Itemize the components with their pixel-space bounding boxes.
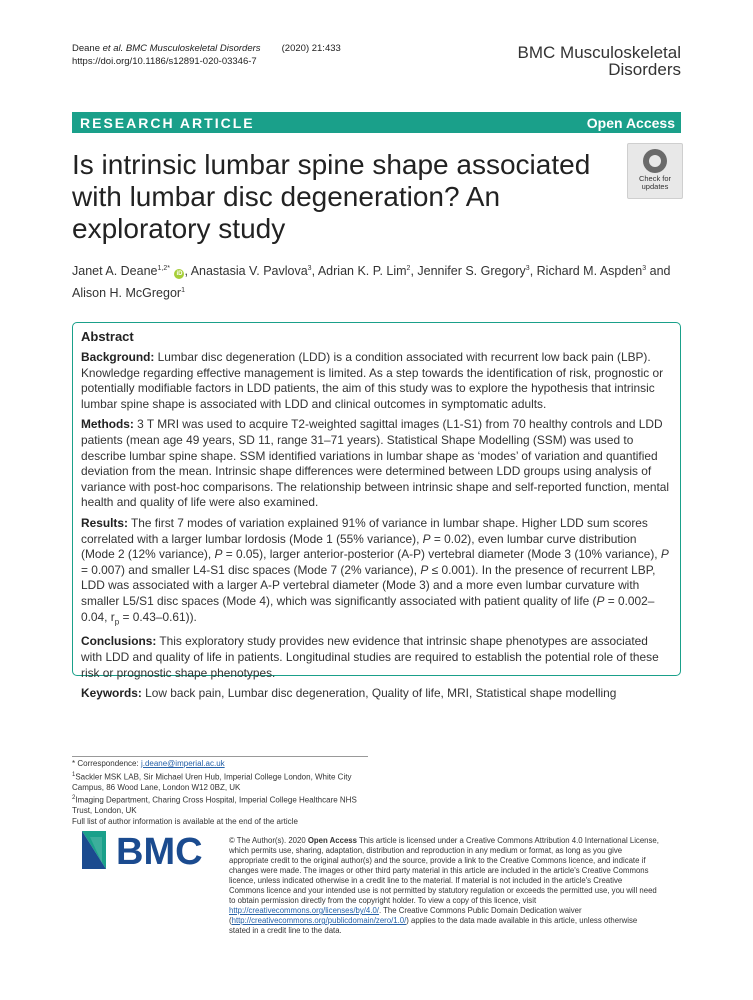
open-access-label: Open Access xyxy=(586,115,675,131)
abstract-keywords: Keywords: Low back pain, Lumbar disc degeneration, Quality of life, MRI, Statistical shape modelling xyxy=(81,686,617,701)
author-name[interactable]: Alison H. McGregor xyxy=(72,286,182,301)
affiliation-marker: 1 xyxy=(181,287,185,295)
affiliation-marker: 3 xyxy=(642,265,647,272)
affiliation-marker: 2 xyxy=(406,265,411,272)
abstract-methods: Methods: 3 T MRI was used to acquire T2-weighted sagittal images (L1-S1) from 70 healthy controls and LDD patients (mean age 49 years, SD 11, range 31–71 years). Statistical Shape Modelling (SSM) was used to describe lumbar spine shape. SSM identified variations in lumbar shape as ‘modes’ of variation and quantified deviation from the mean. Intrinsic shape differences were determined between LDD groups using analysis of variance with post-hoc comparisons. The relationship between intrinsic shape and self-reported function, mental health and quality of life were also examined. xyxy=(81,417,670,510)
footnote-divider xyxy=(72,756,368,757)
abstract-box xyxy=(72,322,681,701)
correspondence-email-link[interactable]: j.deane@imperial.ac.uk xyxy=(140,759,225,768)
abstract-conclusions: Conclusions: This exploratory study provides new evidence that intrinsic shape phenotypes are associated with LDD and quality of life in patients. Longitudinal studies are required to establish the potential role of these risk or prognostic shape phenotypes. xyxy=(81,634,659,680)
bmc-logo-text: BMC xyxy=(116,831,203,871)
citation-year-volume: (2020) 21:433 xyxy=(281,43,341,54)
journal-name-line2: Disorders xyxy=(608,60,681,79)
license-statement: © The Author(s). 2020 Open Access This article is licensed under a Creative Commons Attribution 4.0 International License, which permits use, sharing, adaptation, distribution and reproduction in any medium or format, as long as you give appropriate credit to the original author(s) and the source, provide a link to the Creative Commons licence, and indicate if changes were made. The images or other third party material in this article are included in the article's Creative Commons licence, unless indicated otherwise in a credit line to the material. If material is not included in the article's Creative Commons licence and your intended use is not permitted by statutory regulation or exceeds the permitted use, you will need to obtain permission directly from the copyright holder. To view a copy of this licence, visit http://creativecommons.org/licenses/by/4.0/. The Creative Commons Public Domain Dedication waiver (http://creativecommons.org/publicdomain/zero/1.0/) applies to the data made available in this article, unless otherwise stated in a credit line to the data. xyxy=(229,836,659,935)
citation-line xyxy=(72,42,341,55)
author-name[interactable]: , Adrian K. P. Lim xyxy=(311,264,407,279)
abstract-background: Background: Lumbar disc degeneration (LDD) is a condition associated with recurrent low back pain (LBP). Knowledge regarding effective management is limited. As a step towards the identification of risk, prognostic or potentially modifiable factors in LDD patients, the aim of this study was to explore the hypothesis that intrinsic lumbar spine shape is associated with LDD and clinical outcomes in symptomatic adults. xyxy=(81,350,664,411)
article-title: Is intrinsic lumbar spine shape associated with lumbar disc degeneration? An exploratory study xyxy=(72,149,591,244)
doi-link[interactable]: https://doi.org/10.1186/s12891-020-03346-7 xyxy=(72,56,257,67)
abstract-heading: Abstract xyxy=(81,329,134,344)
author-name[interactable]: , Anastasia V. Pavlova xyxy=(184,264,308,279)
citation-authors: Deane xyxy=(72,43,100,54)
affiliation-1: $^1$Sackler MSK LAB, Sir Michael Uren Hub, Imperial College London, White City Campus, 86 Wood Lane, London W12 0BZ, UK xyxy=(72,771,352,792)
affiliation-marker: 3 xyxy=(525,265,530,272)
update-ring-icon xyxy=(643,149,667,173)
author-conjunction: and xyxy=(646,264,671,279)
cc-zero-waiver-link[interactable]: http://creativecommons.org/publicdomain/zero/1.0/ xyxy=(231,916,407,925)
check-for-updates-label: Check for updates xyxy=(638,174,672,191)
author-name[interactable]: Janet A. Deane xyxy=(72,264,158,279)
author-info-note: Full list of author information is available at the end of the article xyxy=(72,816,298,826)
article-type-banner xyxy=(72,112,681,133)
citation-journal: BMC Musculoskeletal Disorders xyxy=(125,43,261,54)
affiliation-marker: 3 xyxy=(307,265,312,272)
affiliation-2: $^2$Imaging Department, Charing Cross Hospital, Imperial College Healthcare NHS Trust, London, UK xyxy=(72,795,357,816)
affiliation-marker: 1,2* xyxy=(157,265,170,272)
cc-by-license-link[interactable]: http://creativecommons.org/licenses/by/4.0/ xyxy=(229,906,379,915)
orcid-icon[interactable]: iD xyxy=(176,271,183,278)
check-for-updates-button[interactable] xyxy=(627,143,683,199)
journal-name xyxy=(518,44,681,78)
abstract-results: Results: The first 7 modes of variation explained 91% of variance in lumbar shape. Higher LDD sum scores correlated with a larger lumbar lordosis (Mode 1 (55% variance), P = 0.02), even lumbar curve distribution (Mode 2 (12% variance), P = 0.05), larger anterior-posterior (A-P) vertebral diameter (Mode 3 (10% variance), P = 0.007) and smaller L4-S1 disc spaces (Mode 7 (2% variance), P ≤ 0.001). In the presence of recurrent LBP, LDD was associated with a larger A-P vertebral diameter (Mode 3) and a more even lumbar curvature with smaller L5/S1 disc spaces (Mode 4), which was significantly associated with patient quality of life (P = 0.002–0.04, $r_p = 0.43-0.61$)). xyxy=(81,515,669,626)
author-name[interactable]: , Richard M. Aspden xyxy=(529,264,643,279)
running-header xyxy=(72,42,341,68)
bmc-logo xyxy=(80,829,215,871)
author-name[interactable]: , Jennifer S. Gregory xyxy=(410,264,526,279)
bmc-logo-mark xyxy=(80,829,215,871)
correspondence: * Correspondence: j.deane@imperial.ac.uk xyxy=(72,759,225,768)
journal-name-line1: BMC Musculoskeletal xyxy=(517,43,681,62)
footnotes xyxy=(72,759,372,827)
author-list xyxy=(72,259,681,303)
citation-etal: et al. xyxy=(102,43,124,54)
article-type: RESEARCH ARTICLE xyxy=(80,115,255,131)
